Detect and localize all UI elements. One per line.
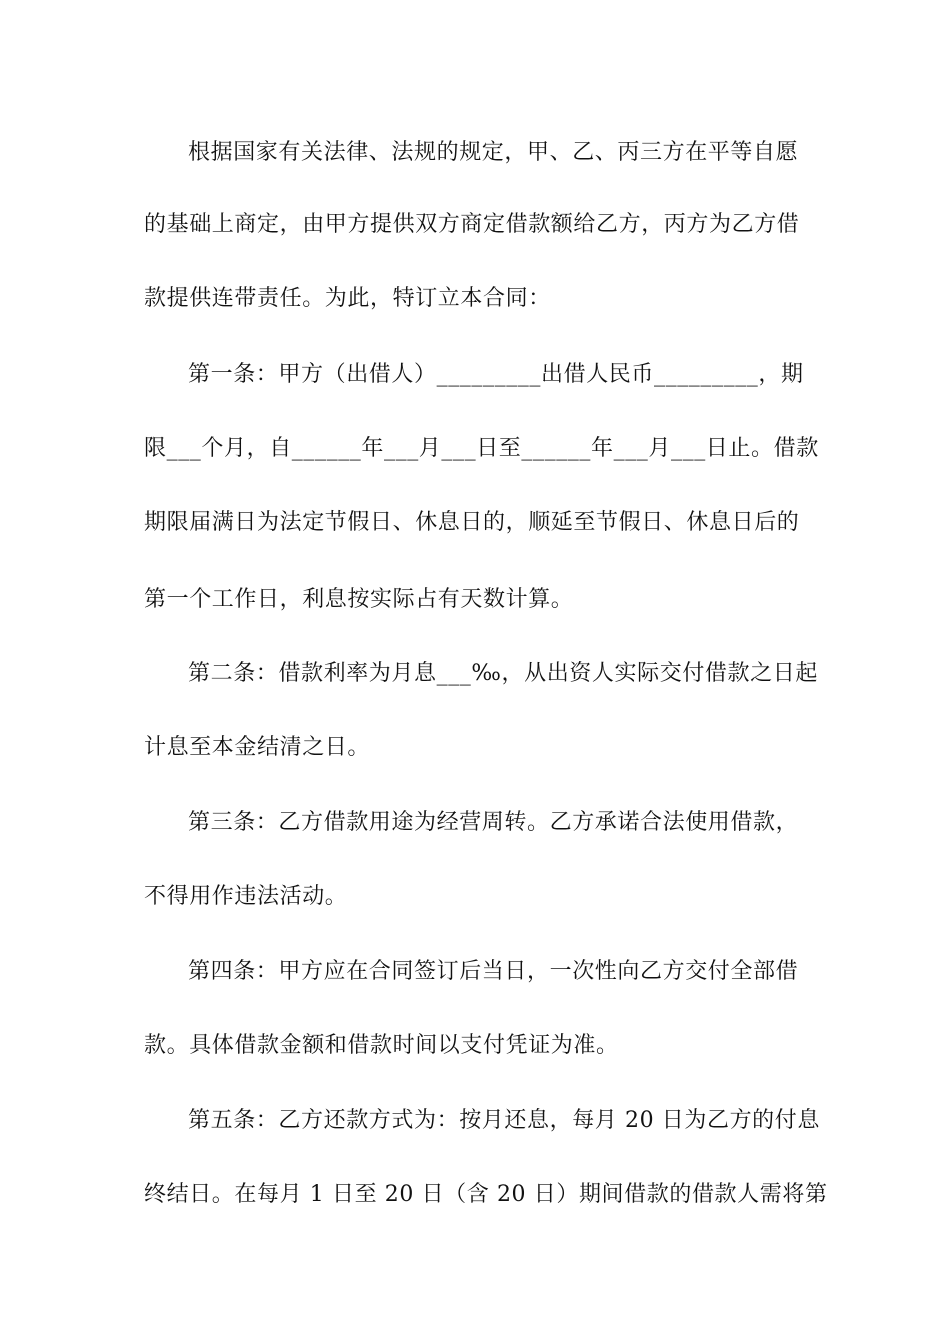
article-1-line-1: 第一条：甲方（出借人）_________出借人民币_________，期 (188, 362, 804, 387)
article-5-line-1: 第五条：乙方还款方式为：按月还息，每月 20 日为乙方的付息 (188, 1108, 820, 1133)
article-3-line-1: 第三条：乙方借款用途为经营周转。乙方承诺合法使用借款， (188, 810, 799, 835)
paragraph-intro-line-1: 根据国家有关法律、法规的规定，甲、乙、丙三方在平等自愿 (188, 140, 799, 165)
article-4-line-2: 款。具体借款金额和借款时间以支付凭证为准。 (144, 1033, 619, 1058)
article-1-line-2: 限___个月，自______年___月___日至______年___月___日止。借款 (144, 436, 819, 461)
article-1-line-4: 第一个工作日，利息按实际占有天数计算。 (144, 587, 574, 612)
paragraph-intro-line-2: 的基础上商定，由甲方提供双方商定借款额给乙方，丙方为乙方借 (144, 212, 800, 237)
article-3-line-2: 不得用作违法活动。 (144, 884, 348, 909)
paragraph-intro-line-3: 款提供连带责任。为此，特订立本合同： (144, 286, 551, 311)
article-5-line-2: 终结日。在每月 1 日至 20 日（含 20 日）期间借款的借款人需将第 (144, 1182, 828, 1207)
article-2-line-1: 第二条：借款利率为月息___‰，从出资人实际交付借款之日起 (188, 661, 818, 686)
article-1-line-3: 期限届满日为法定节假日、休息日的，顺延至节假日、休息日后的 (144, 510, 800, 535)
article-4-line-1: 第四条：甲方应在合同签订后当日，一次性向乙方交付全部借 (188, 959, 799, 984)
article-2-line-2: 计息至本金结清之日。 (144, 735, 371, 760)
